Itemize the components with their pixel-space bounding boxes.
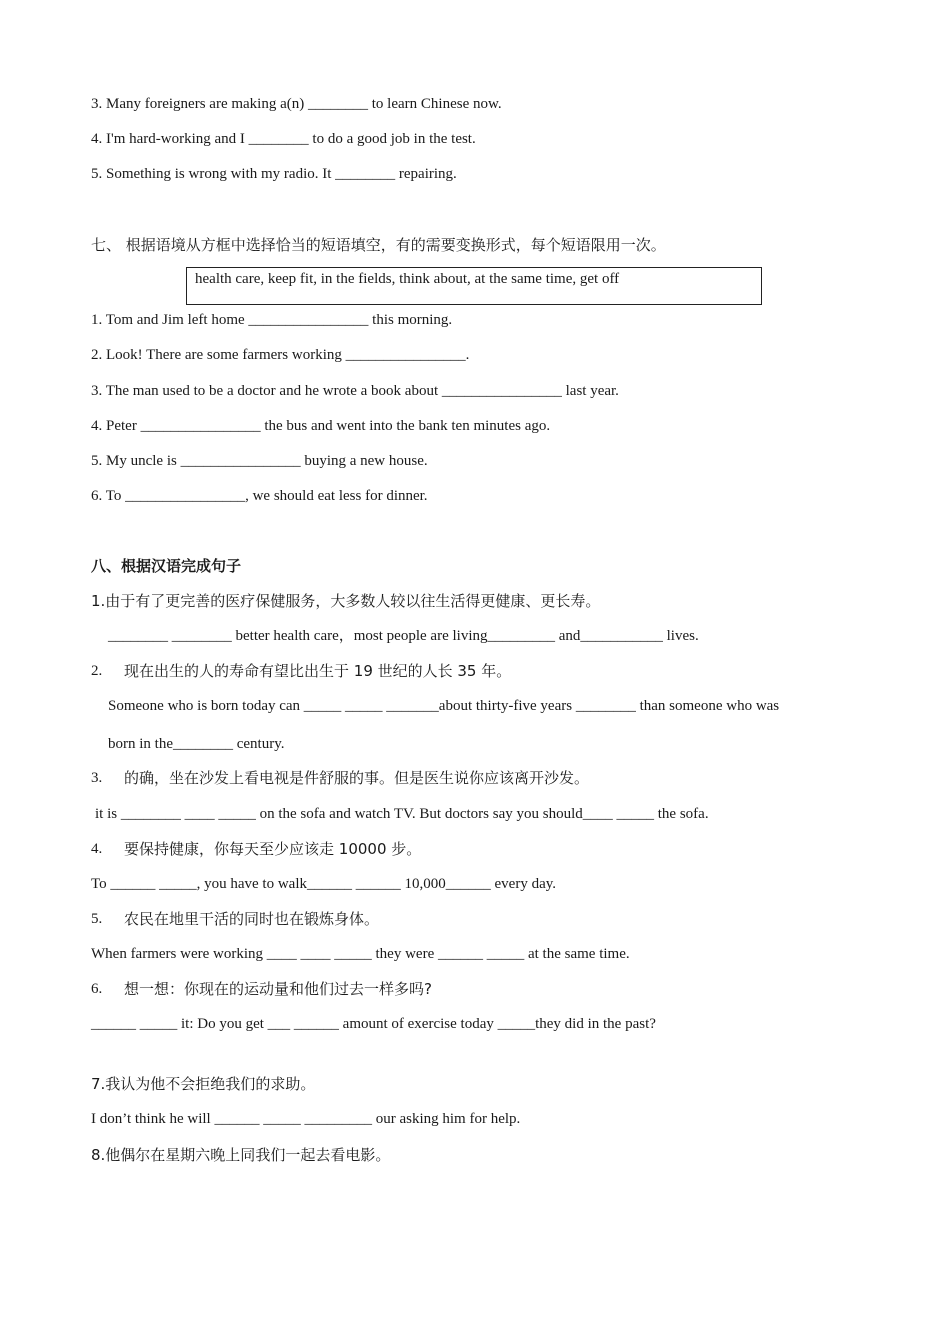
s8-q2-english-a: Someone who is born today can _____ _____ _______about thirty-five years ________ than someone who was (108, 698, 780, 714)
s8-q2-english-b: born in the________ century. (108, 736, 285, 752)
exercise-line-s6-3: 3. Many foreigners are making a(n) ________ to learn Chinese now. (91, 96, 502, 112)
s8-q3-number: 3. (91, 770, 103, 786)
s8-q4-chinese: 要保持健康，你每天至少应该走 10000 步。 (124, 840, 422, 858)
exercise-line-s6-4: 4. I'm hard-working and I ________ to do a good job in the test. (91, 131, 476, 147)
s8-q4-number: 4. (91, 841, 103, 857)
s8-q6-english: ______ _____ it: Do you get ___ ______ amount of exercise today _____they did in the past? (91, 1016, 656, 1032)
exercise-line-s7-2: 2. Look! There are some farmers working ________________. (91, 347, 470, 363)
s8-q2-chinese: 现在出生的人的寿命有望比出生于 19 世纪的人长 35 年。 (124, 662, 512, 680)
phrase-box (186, 267, 762, 305)
exercise-line-s7-5: 5. My uncle is ________________ buying a new house. (91, 453, 428, 469)
exercise-line-s7-3: 3. The man used to be a doctor and he wrote a book about ________________ last year. (91, 383, 619, 399)
s8-q7-english: I don’t think he will ______ _____ _________ our asking him for help. (91, 1111, 521, 1127)
s8-q3-english: it is ________ ____ _____ on the sofa and watch TV. But doctors say you should____ _____ the sofa. (95, 806, 709, 822)
s8-q7-chinese: 7.我认为他不会拒绝我们的求助。 (91, 1075, 316, 1093)
exercise-line-s6-5: 5. Something is wrong with my radio. It ________ repairing. (91, 166, 457, 182)
exercise-line-s7-6: 6. To ________________, we should eat less for dinner. (91, 488, 428, 504)
s8-q1-english: ________ ________ better health care，most people are living_________ and___________ lives. (108, 628, 699, 644)
exercise-line-s7-1: 1. Tom and Jim left home ________________ this morning. (91, 312, 453, 328)
s8-q2-number: 2. (91, 663, 103, 679)
section8-heading: 八、根据汉语完成句子 (91, 557, 242, 575)
s8-q1-chinese: 1.由于有了更完善的医疗保健服务，大多数人较以往生活得更健康、更长寿。 (91, 592, 601, 610)
s8-q5-chinese: 农民在地里干活的同时也在锻炼身体。 (124, 910, 380, 928)
s8-q5-english: When farmers were working ____ ____ _____ they were ______ _____ at the same time. (91, 946, 630, 962)
section7-heading: 七、 根据语境从方框中选择恰当的短语填空，有的需要变换形式，每个短语限用一次。 (91, 236, 666, 254)
s8-q3-chinese: 的确，坐在沙发上看电视是件舒服的事。但是医生说你应该离开沙发。 (124, 769, 590, 787)
s8-q6-chinese: 想一想：你现在的运动量和他们过去一样多吗? (124, 980, 432, 998)
s8-q4-english: To ______ _____, you have to walk______ ______ 10,000______ every day. (91, 876, 556, 892)
phrase-box-text: health care, keep fit, in the fields, think about, at the same time, get off (195, 271, 620, 287)
s8-q5-number: 5. (91, 911, 103, 927)
s8-q8-chinese: 8.他偶尔在星期六晚上同我们一起去看电影。 (91, 1146, 391, 1164)
exercise-line-s7-4: 4. Peter ________________ the bus and went into the bank ten minutes ago. (91, 418, 551, 434)
s8-q6-number: 6. (91, 981, 103, 997)
